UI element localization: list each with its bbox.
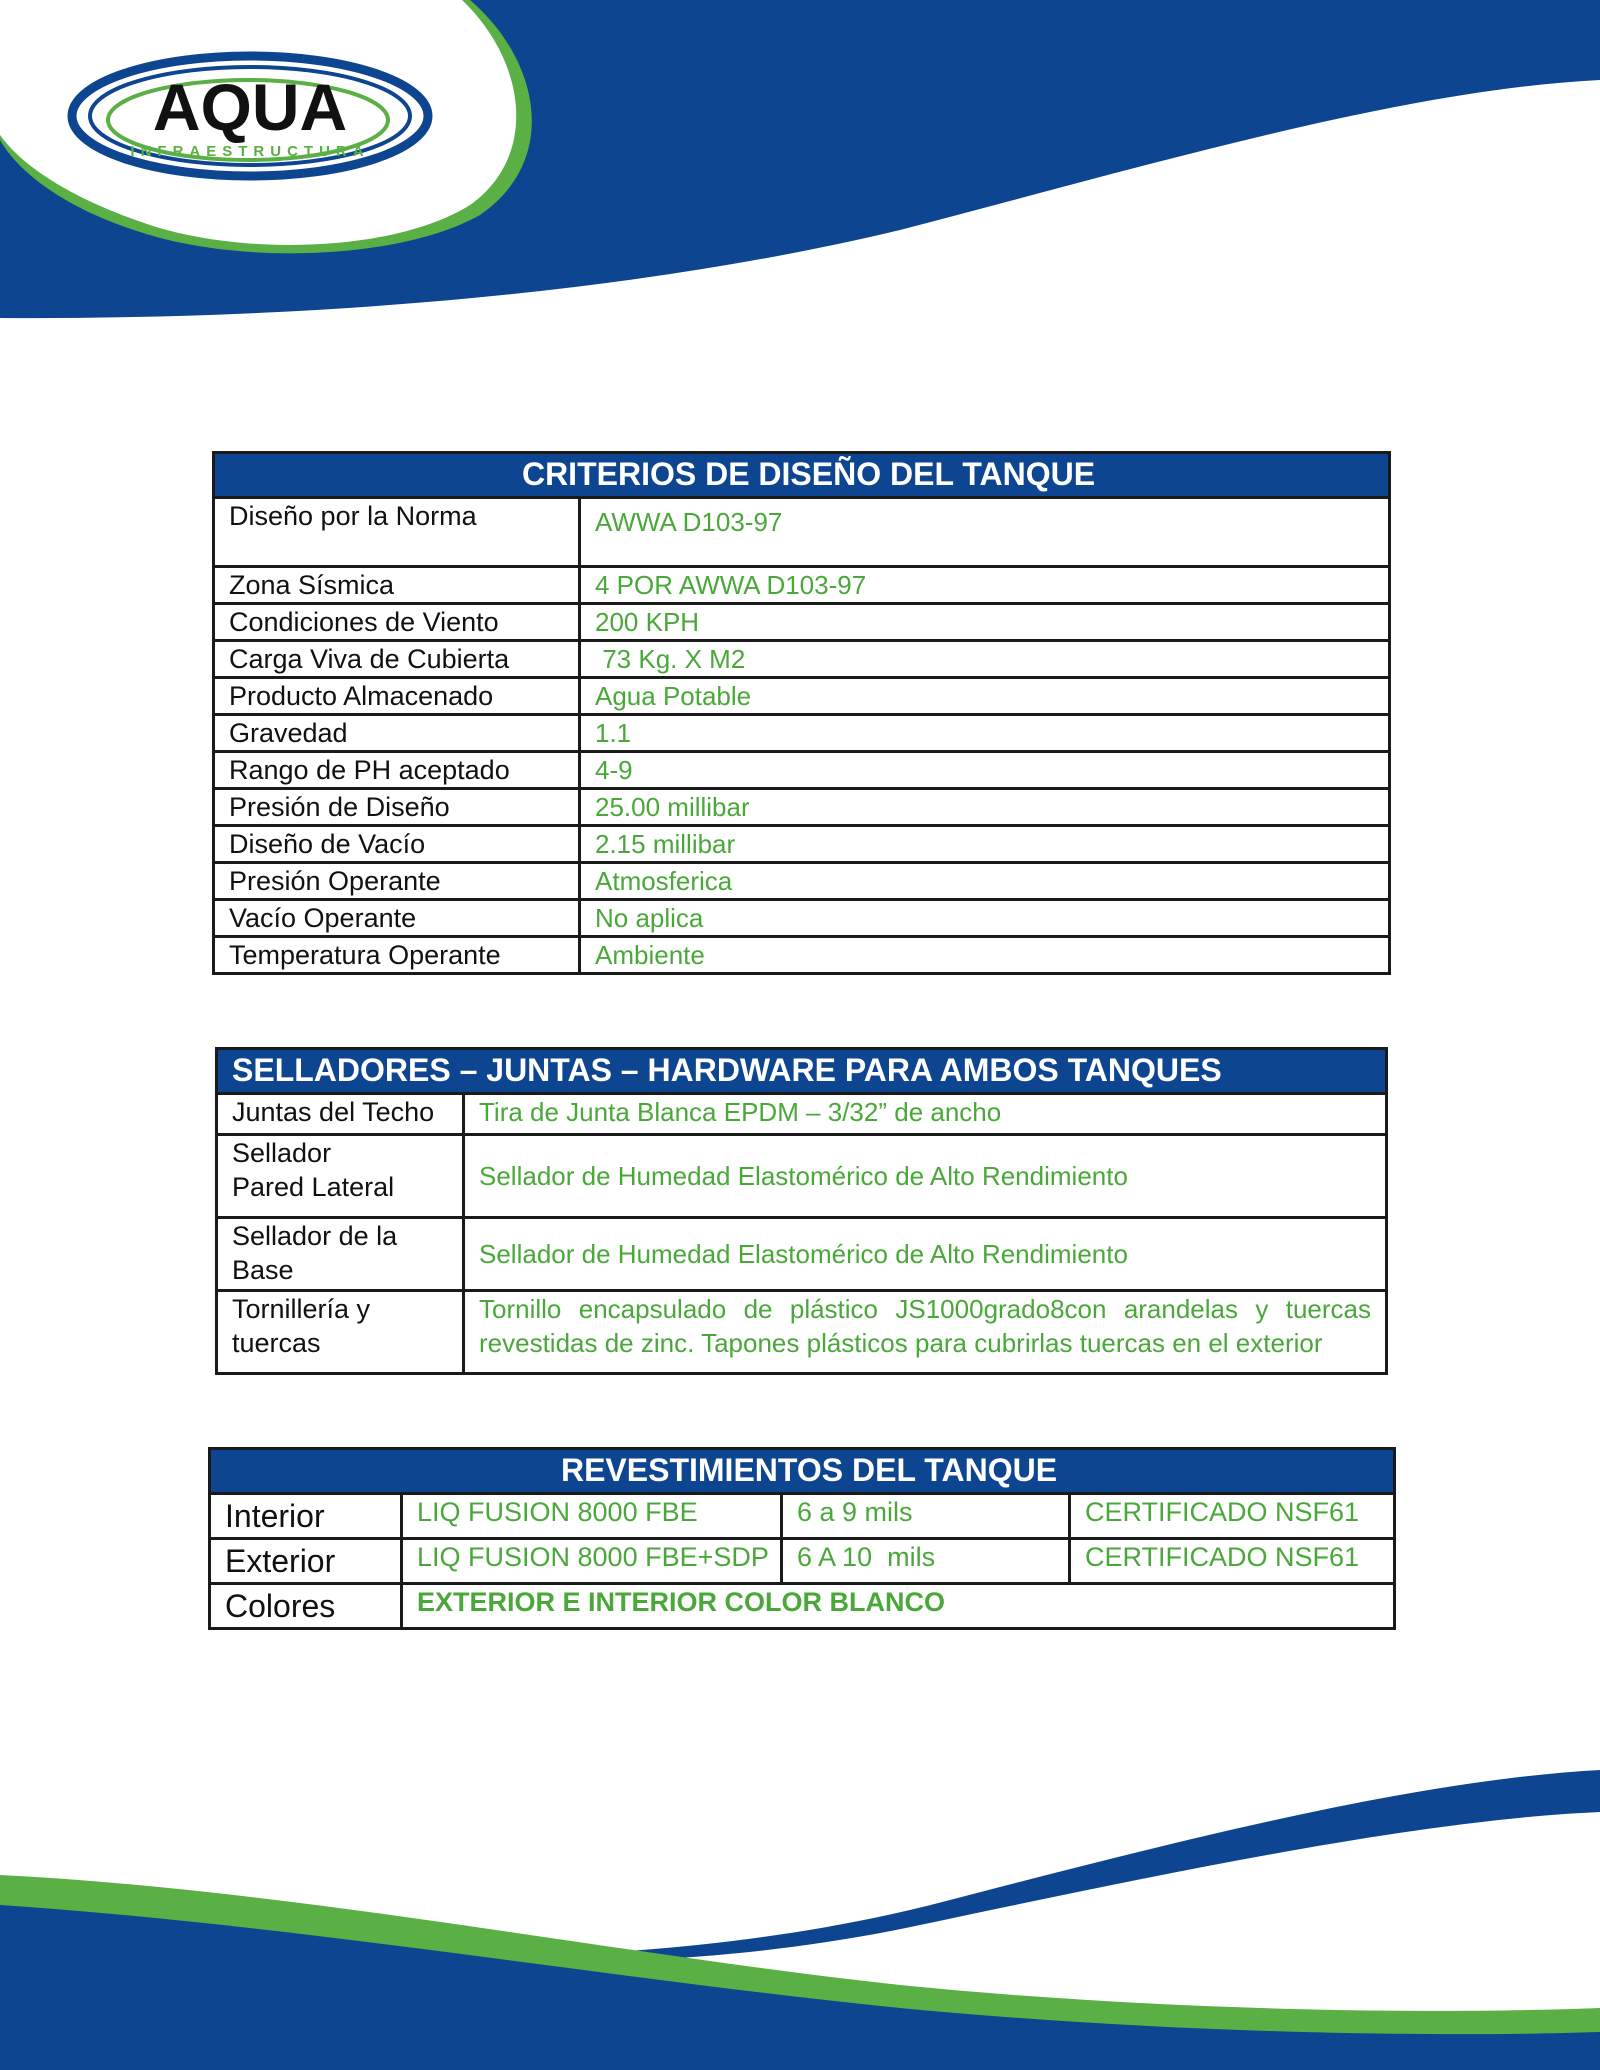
row-label: Zona Sísmica bbox=[214, 567, 580, 604]
table-row bbox=[214, 715, 1390, 752]
row-label: Tornillería y tuercas bbox=[217, 1291, 464, 1374]
criterios-title: CRITERIOS DE DISEÑO DEL TANQUE bbox=[214, 453, 1390, 498]
coating-thickness: 6 a 9 mils bbox=[782, 1494, 1070, 1539]
table-row bbox=[217, 1291, 1387, 1374]
coating-certificate: CERTIFICADO NSF61 bbox=[1070, 1539, 1395, 1584]
logo-tagline: INFRAESTRUCTURA bbox=[130, 143, 370, 160]
table-row bbox=[214, 937, 1390, 974]
row-label: Vacío Operante bbox=[214, 900, 580, 937]
row-label: Diseño por la Norma bbox=[214, 498, 580, 567]
table-row bbox=[214, 789, 1390, 826]
coating-certificate: CERTIFICADO NSF61 bbox=[1070, 1494, 1395, 1539]
row-label: Interior bbox=[210, 1494, 402, 1539]
logo-wordmark: AQUA bbox=[152, 70, 348, 144]
row-value: Sellador de Humedad Elastomérico de Alto Rendimiento bbox=[464, 1135, 1387, 1218]
table-row bbox=[214, 863, 1390, 900]
coating-product: LIQ FUSION 8000 FBE bbox=[402, 1494, 782, 1539]
coating-product: LIQ FUSION 8000 FBE+SDP bbox=[402, 1539, 782, 1584]
row-value: No aplica bbox=[580, 900, 1390, 937]
table-row bbox=[217, 1135, 1387, 1218]
row-value: 2.15 millibar bbox=[580, 826, 1390, 863]
row-value: AWWA D103-97 bbox=[580, 498, 1390, 567]
row-label: Presión Operante bbox=[214, 863, 580, 900]
row-value: 4 POR AWWA D103-97 bbox=[580, 567, 1390, 604]
row-value: 4-9 bbox=[580, 752, 1390, 789]
colores-value: EXTERIOR E INTERIOR COLOR BLANCO bbox=[402, 1584, 1395, 1629]
row-label: Gravedad bbox=[214, 715, 580, 752]
row-value: 73 Kg. X M2 bbox=[580, 641, 1390, 678]
table-row bbox=[214, 567, 1390, 604]
aqua-logo bbox=[60, 28, 440, 198]
row-label: Carga Viva de Cubierta bbox=[214, 641, 580, 678]
selladores-table bbox=[215, 1047, 1388, 1375]
row-label: Juntas del Techo bbox=[217, 1094, 464, 1135]
row-value: Atmosferica bbox=[580, 863, 1390, 900]
row-value: Tornillo encapsulado de plástico JS1000grado8con arandelas y tuercas revestidas de zinc. Tapones plásticos para cubrirlas tuercas en el exterior bbox=[464, 1291, 1387, 1374]
row-label: Presión de Diseño bbox=[214, 789, 580, 826]
table-row bbox=[210, 1539, 1395, 1584]
coating-thickness: 6 A 10 mils bbox=[782, 1539, 1070, 1584]
selladores-title: SELLADORES – JUNTAS – HARDWARE PARA AMBOS TANQUES bbox=[217, 1049, 1387, 1094]
table-row bbox=[217, 1094, 1387, 1135]
row-label: Rango de PH aceptado bbox=[214, 752, 580, 789]
row-value: Ambiente bbox=[580, 937, 1390, 974]
row-value: 1.1 bbox=[580, 715, 1390, 752]
row-value: 200 KPH bbox=[580, 604, 1390, 641]
criterios-table bbox=[212, 451, 1391, 975]
row-label: Diseño de Vacío bbox=[214, 826, 580, 863]
table-row bbox=[210, 1584, 1395, 1629]
row-value: Tira de Junta Blanca EPDM – 3/32” de ancho bbox=[464, 1094, 1387, 1135]
row-label: Producto Almacenado bbox=[214, 678, 580, 715]
table-row bbox=[214, 752, 1390, 789]
row-label: Condiciones de Viento bbox=[214, 604, 580, 641]
row-label: Sellador Pared Lateral bbox=[217, 1135, 464, 1218]
row-value: Agua Potable bbox=[580, 678, 1390, 715]
table-row bbox=[214, 641, 1390, 678]
row-label: Colores bbox=[210, 1584, 402, 1629]
table-row bbox=[214, 604, 1390, 641]
table-row bbox=[214, 498, 1390, 567]
row-label: Temperatura Operante bbox=[214, 937, 580, 974]
revestimientos-title: REVESTIMIENTOS DEL TANQUE bbox=[210, 1449, 1395, 1494]
table-row bbox=[214, 678, 1390, 715]
table-row bbox=[214, 826, 1390, 863]
row-value: Sellador de Humedad Elastomérico de Alto Rendimiento bbox=[464, 1218, 1387, 1291]
row-label: Sellador de la Base bbox=[217, 1218, 464, 1291]
table-row bbox=[210, 1494, 1395, 1539]
row-label: Exterior bbox=[210, 1539, 402, 1584]
row-value: 25.00 millibar bbox=[580, 789, 1390, 826]
table-row bbox=[217, 1218, 1387, 1291]
table-row bbox=[214, 900, 1390, 937]
footer-wave-decoration bbox=[0, 1740, 1600, 2070]
revestimientos-table bbox=[208, 1447, 1396, 1630]
